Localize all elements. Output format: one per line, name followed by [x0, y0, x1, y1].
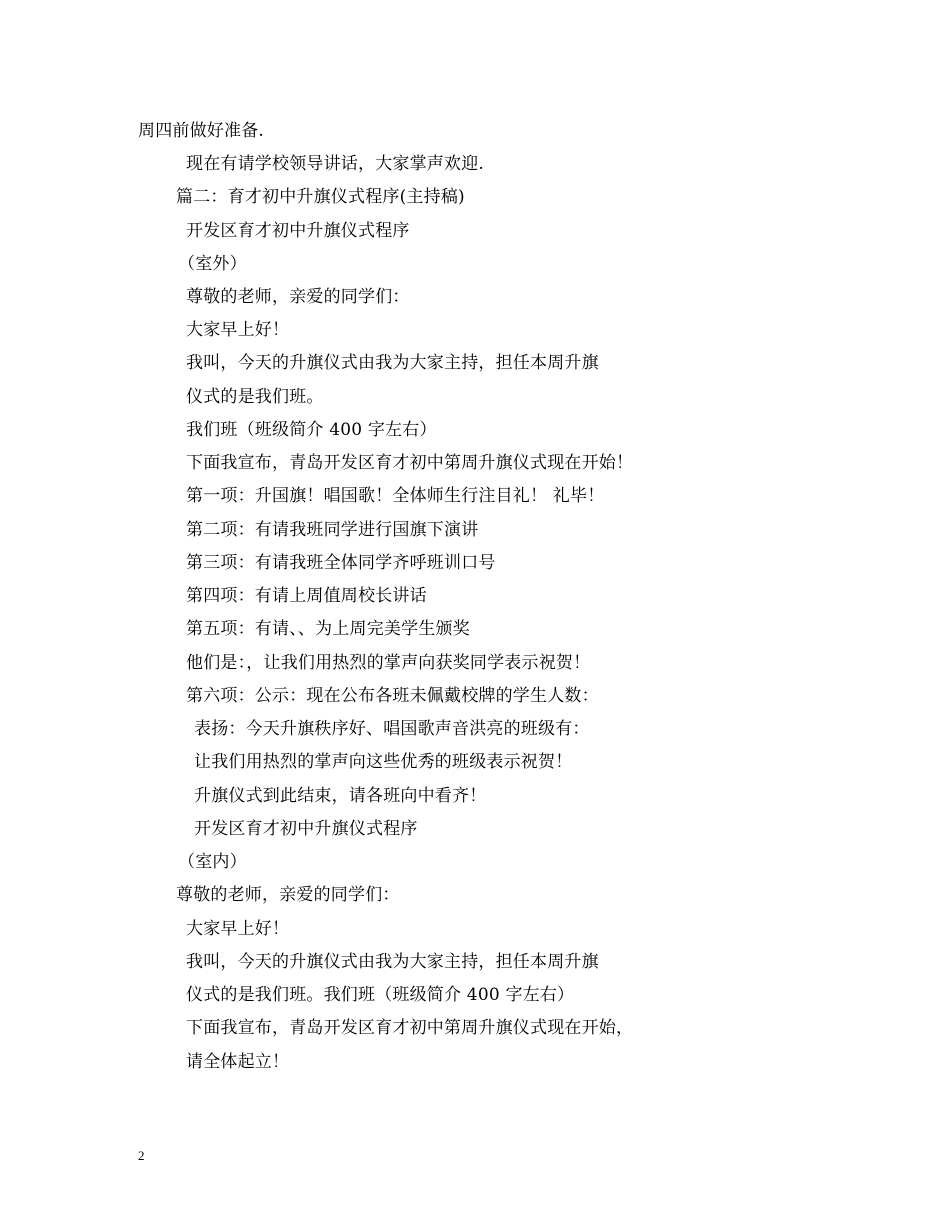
- text-line: 下面我宣布，青岛开发区育才初中第周升旗仪式现在开始，: [186, 1018, 634, 1038]
- text-line: （室外）: [178, 254, 247, 274]
- text-line: 周四前做好准备.: [138, 121, 265, 141]
- section-heading: 篇二：育才初中升旗仪式程序(主持稿): [176, 187, 465, 207]
- text-line: 第三项：有请我班全体同学齐呼班训口号: [186, 553, 496, 573]
- text-line: 我叫，今天的升旗仪式由我为大家主持，担任本周升旗: [186, 952, 599, 972]
- page-number: 2: [138, 1148, 145, 1163]
- text-line: 现在有请学校领导讲话，大家掌声欢迎.: [186, 154, 485, 174]
- text-line: 他们是：，让我们用热烈的掌声向获奖同学表示祝贺！: [186, 653, 591, 673]
- text-line: 第四项：有请上周值周校长讲话: [186, 586, 427, 606]
- text-line: 我叫，今天的升旗仪式由我为大家主持，担任本周升旗: [186, 353, 599, 373]
- text-line: 尊敬的老师，亲爱的同学们：: [186, 287, 410, 307]
- text-line: 大家早上好！: [186, 919, 290, 939]
- text-line: （室内）: [178, 852, 247, 872]
- text-line: 第六项：公示：现在公布各班未佩戴校牌的学生人数：: [186, 686, 599, 706]
- text-line: 仪式的是我们班。我们班（班级简介 400 字左右）: [186, 985, 575, 1005]
- text-line: 仪式的是我们班。: [186, 387, 324, 407]
- text-line: 第二项：有请我班同学进行国旗下演讲: [186, 520, 479, 540]
- text-line: 大家早上好！: [186, 320, 290, 340]
- text-line: 第五项：有请、、为上周完美学生颁奖: [186, 619, 470, 639]
- text-line: 开发区育才初中升旗仪式程序: [186, 221, 410, 241]
- text-line: 我们班（班级简介 400 字左右）: [186, 420, 437, 440]
- text-line: 表扬：今天升旗秩序好、唱国歌声音洪亮的班级有：: [194, 719, 590, 739]
- text-line: 下面我宣布，青岛开发区育才初中第周升旗仪式现在开始！: [186, 453, 634, 473]
- text-line: 让我们用热烈的掌声向这些优秀的班级表示祝贺！: [194, 752, 573, 772]
- text-line: 第一项：升国旗！唱国歌！全体师生行注目礼！ 礼毕！: [186, 486, 605, 506]
- text-line: 升旗仪式到此结束，请各班向中看齐！: [194, 786, 487, 806]
- text-line: 尊敬的老师，亲爱的同学们：: [176, 885, 400, 905]
- text-line: 请全体起立！: [186, 1052, 290, 1072]
- text-line: 开发区育才初中升旗仪式程序: [194, 819, 418, 839]
